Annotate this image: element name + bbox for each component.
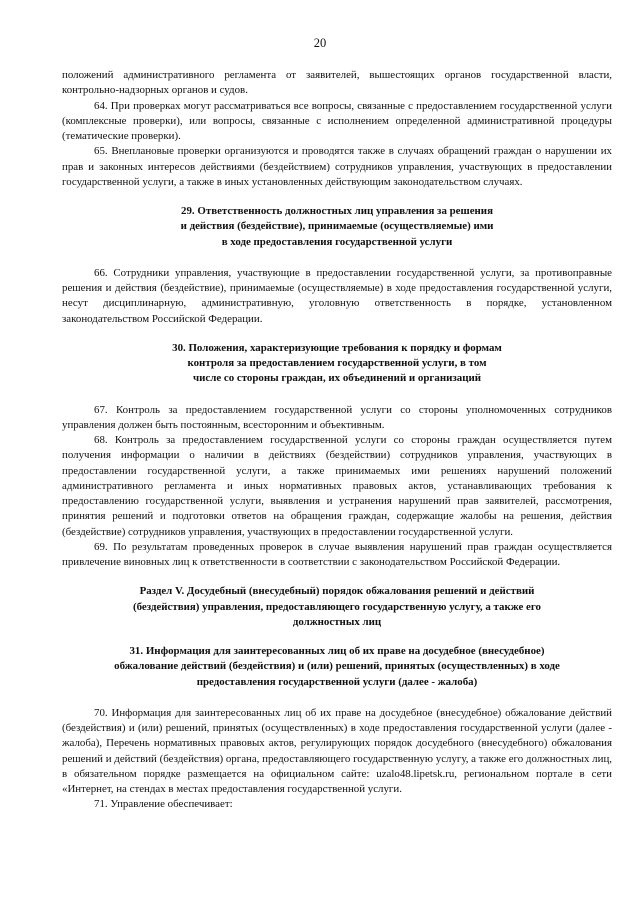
paragraph-69: 69. По результатам проведенных проверок в случае выявления нарушений прав граждан осуществляется привлечение виновных лиц к ответственности в соответствии с законодательством Российской Федерации. bbox=[62, 540, 612, 568]
paragraph-70: 70. Информация для заинтересованных лиц об их праве на досудебное (внесудебное) обжалование действий (бездействия) и (или) решений, принятых (осуществленных) в ходе предоставления государственной услуги (далее - жалоба), Перечень нормативных правовых актов, регулирующих порядок досудебного (внесудебного) обжалования решений и действий (бездействия) органа, предоставляющего государственную услугу, а также его должностных лиц, в обязательном порядке размещается на официальном сайте: uzalo48.lipetsk.ru, региональном портале в сети «Интернет, на стендах в местах предоставления государственной услуги. bbox=[62, 706, 612, 795]
paragraph-64: 64. При проверках могут рассматриваться все вопросы, связанные с предоставлением государственной услуги (комплексные проверки), или вопросы, связанные с исполнением определенной административной процедуры (тематические проверки). bbox=[62, 99, 612, 142]
heading-section-5-line-3: должностных лиц bbox=[292, 615, 382, 628]
heading-30-line-3: числе со стороны граждан, их объединений и организаций bbox=[192, 372, 482, 385]
heading-section-5 bbox=[62, 584, 612, 630]
heading-31 bbox=[62, 644, 612, 690]
heading-section-5-line-1: Раздел V. Досудебный (внесудебный) порядок обжалования решений и действий bbox=[139, 585, 535, 598]
paragraph-66: 66. Сотрудники управления, участвующие в предоставлении государственной услуги, за противоправные решения и действия (бездействие), принимаемые (осуществляемые) в ходе предоставления государственной услуги, несут дисциплинарную, административную, уголовную ответственность в порядке, установленном законодательством Российской Федерации. bbox=[62, 266, 612, 325]
paragraph-continuation: положений административного регламента от заявителей, вышестоящих органов государственной власти, контрольно-надзорных органов и судов. bbox=[62, 69, 612, 97]
paragraph-65: 65. Внеплановые проверки организуются и проводятся также в случаях обращений граждан о нарушении их прав и законных интересов действиями (бездействием) сотрудников управления, участвующих в предоставлении государственной услуги, а также в иных установленных действующим законодательством случаях. bbox=[62, 145, 612, 188]
heading-29-line-2: и действия (бездействие), принимаемые (осуществляемые) ими bbox=[180, 220, 494, 233]
heading-30-line-1: 30. Положения, характеризующие требования к порядку и формам bbox=[172, 341, 502, 354]
heading-section-5-line-2: (бездействия) управления, предоставляющего государственную услугу, а также его bbox=[133, 600, 541, 613]
heading-31-line-3: предоставления государственной услуги (далее - жалоба) bbox=[196, 675, 478, 688]
heading-30 bbox=[62, 341, 612, 387]
paragraph-67: 67. Контроль за предоставлением государственной услуги со стороны уполномоченных сотрудников управления должен быть постоянным, всесторонним и объективным. bbox=[62, 403, 612, 431]
paragraph-68: 68. Контроль за предоставлением государственной услуги со стороны граждан осуществляется путем получения информации о наличии в действиях (бездействии) сотрудников управления, участвующих в предоставлении государственной услуги, а также принимаемых ими решениях нарушений положений административного регламента и иных нормативных правовых актов, устанавливающих требования к предоставлению государственной услуги, выявления и устранения нарушений прав заявителей, рассмотрения, принятия решений и подготовки ответов на обращения граждан, содержащие жалобы на решения, действия (бездействие) сотрудников управления, участвующих в предоставлении государственной услуги. bbox=[62, 434, 612, 538]
heading-29-line-1: 29. Ответственность должностных лиц управления за решения bbox=[181, 205, 493, 217]
heading-31-line-2: обжалование действий (бездействия) и (или) решений, принятых (осуществленных) в ходе bbox=[114, 660, 560, 673]
page-number: 20 bbox=[313, 36, 327, 50]
heading-29 bbox=[62, 204, 612, 250]
document-body bbox=[62, 68, 612, 813]
heading-29-line-3: в ходе предоставления государственной услуги bbox=[221, 235, 453, 248]
paragraph-71: 71. Управление обеспечивает: bbox=[94, 798, 233, 811]
heading-30-line-2: контроля за предоставлением государственной услуги, в том bbox=[187, 357, 487, 369]
heading-31-line-1: 31. Информация для заинтересованных лиц об их праве на досудебное (внесудебное) bbox=[129, 645, 545, 657]
